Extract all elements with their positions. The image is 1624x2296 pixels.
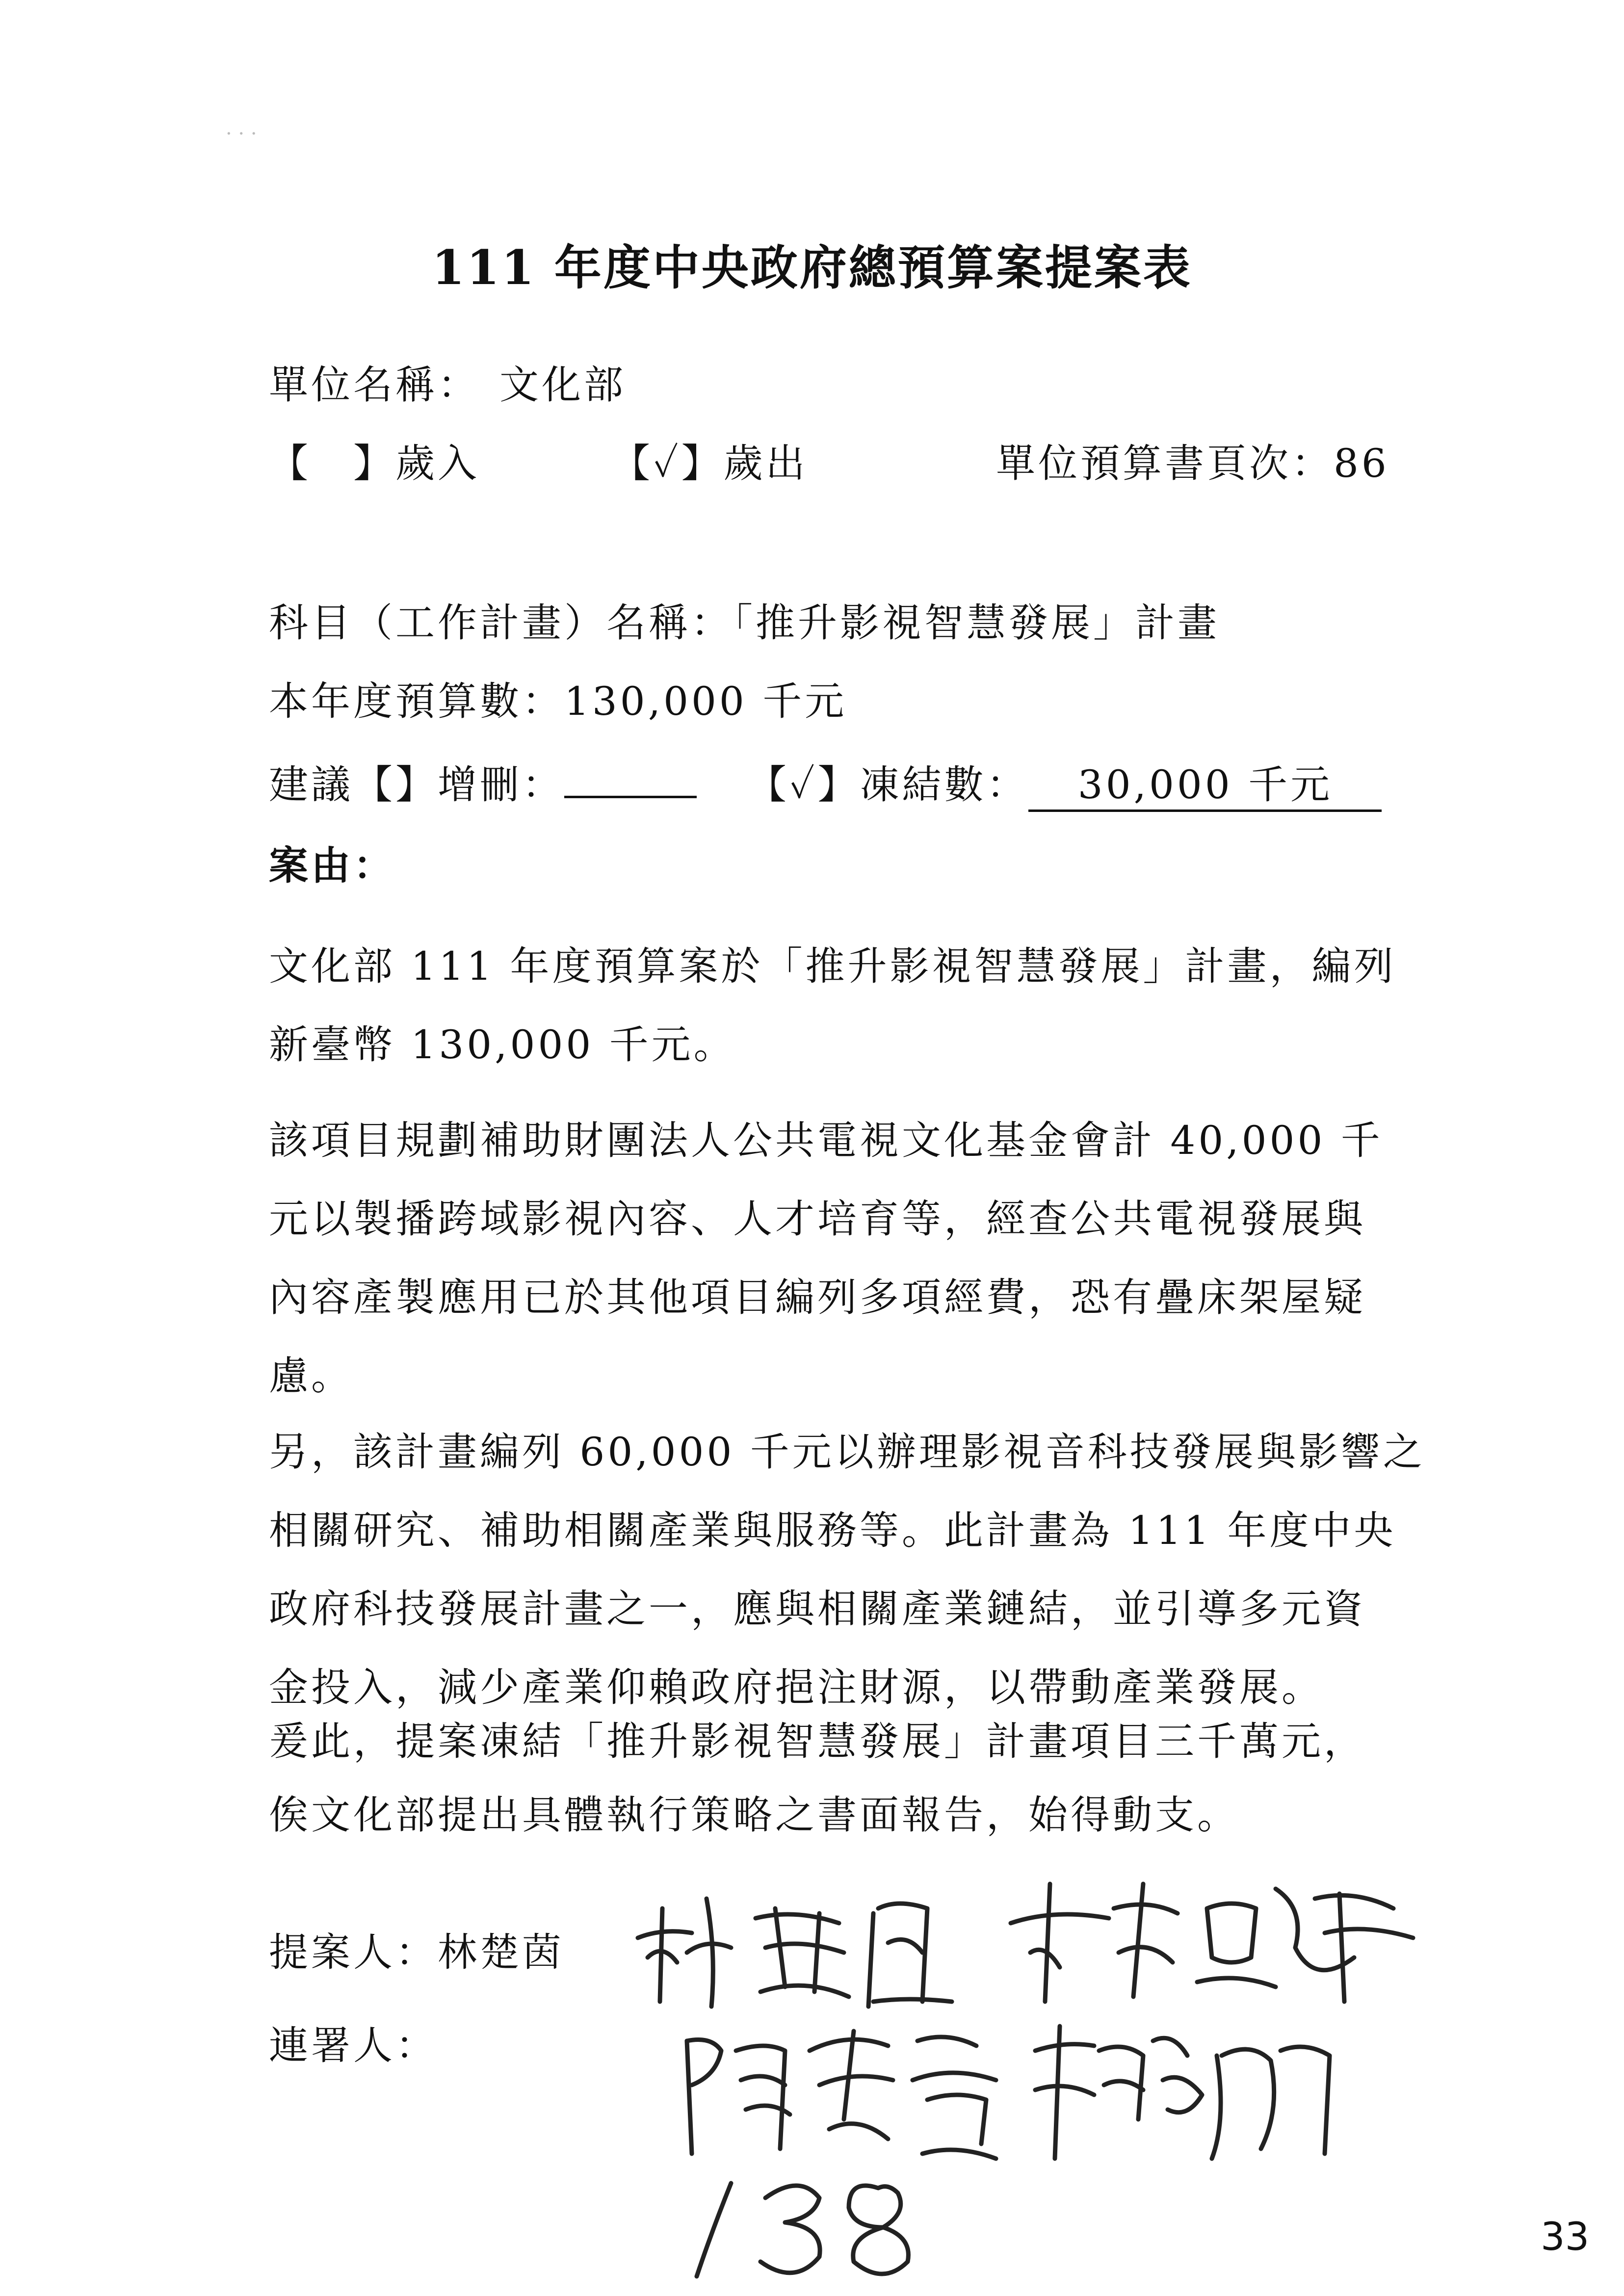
budget-amount-line: 本年度預算數：130,000 千元 — [269, 678, 847, 724]
freeze-checkbox: 【✓】 — [747, 762, 860, 808]
reason-heading: 案由： — [269, 842, 395, 888]
unit-name-label: 單位名稱： — [269, 362, 480, 408]
paragraph-line: 政府科技發展計畫之一，應與相關產業鏈結，並引導多元資 — [269, 1586, 1366, 1632]
reason-paragraph-3 — [269, 1413, 1425, 1727]
signature-lin-yi-jin — [1001, 1869, 1423, 2021]
paragraph-line: 相關研究、補助相關產業與服務等。此計畫為 111 年度中央 — [269, 1508, 1396, 1553]
reason-paragraph-1 — [269, 927, 1402, 1084]
proposer-row — [269, 1921, 564, 1977]
paragraph-line: 元以製播跨域影視內容、人才培育等，經查公共電視發展與 — [269, 1196, 1366, 1242]
scan-specks: · · · — [226, 123, 257, 145]
paragraph-line: 另，該計畫編列 60,000 千元以辦理影視音科技發展與影響之 — [269, 1429, 1425, 1475]
income-label: 歲入 — [395, 441, 480, 486]
expense-option — [611, 432, 808, 488]
handwritten-number-138 — [677, 2164, 952, 2281]
unit-name-row — [269, 353, 626, 410]
cosigner-label: 連署人： — [269, 2023, 438, 2068]
freeze-amount: 30,000 千元 — [1028, 753, 1382, 812]
freeze-label: 凍結數： — [860, 762, 1029, 808]
suggestion-label: 建議 — [269, 762, 353, 808]
page-number: 33 — [1541, 2215, 1590, 2259]
signature-lai-pin-yu — [1025, 2011, 1349, 2168]
paragraph-line: 俟文化部提出具體執行策略之書面報告，始得動支。 — [269, 1792, 1239, 1838]
unit-name-value: 文化部 — [499, 362, 626, 408]
paragraph-line: 爰此，提案凍結「推升影視智慧發展」計畫項目三千萬元， — [269, 1719, 1366, 1764]
proposer-name: 林楚茵 — [438, 1930, 564, 1975]
expense-label: 歲出 — [723, 441, 808, 486]
budget-page-ref-value: 86 — [1334, 441, 1389, 486]
paragraph-line: 慮。 — [269, 1353, 353, 1399]
income-option — [269, 432, 480, 488]
reason-paragraph-4 — [269, 1705, 1402, 1852]
suggestion-row — [269, 753, 1382, 812]
income-checkbox: 【 】 — [269, 441, 395, 486]
signature-lin-chu-yin — [633, 1879, 967, 2026]
expense-checkbox: 【✓】 — [611, 441, 724, 486]
signature-chen-hsiu-pao — [672, 2011, 1016, 2168]
paragraph-line: 金投入，減少產業仰賴政府挹注財源，以帶動產業發展。 — [269, 1665, 1324, 1710]
reason-paragraph-2 — [269, 1101, 1402, 1415]
paragraph-line: 新臺幣 130,000 千元。 — [269, 1022, 736, 1068]
budget-page-ref — [996, 432, 1389, 488]
subject-line: 科目（工作計畫）名稱：「推升影視智慧發展」計畫 — [269, 600, 1220, 646]
form-title: 111 年度中央政府總預算案提案表 — [432, 240, 1192, 295]
paragraph-line: 文化部 111 年度預算案於「推升影視智慧發展」計畫，編列 — [269, 943, 1396, 989]
paragraph-line: 該項目規劃補助財團法人公共電視文化基金會計 40,000 千 — [269, 1118, 1383, 1163]
cut-checkbox: 【】 — [353, 762, 438, 808]
paragraph-line: 內容產製應用已於其他項目編列多項經費，恐有疊床架屋疑 — [269, 1275, 1366, 1320]
cut-amount-blank — [564, 757, 697, 798]
proposer-label: 提案人： — [269, 1930, 438, 1975]
cut-label: 增刪： — [438, 762, 564, 808]
budget-page-ref-label: 單位預算書頁次： — [996, 441, 1334, 486]
